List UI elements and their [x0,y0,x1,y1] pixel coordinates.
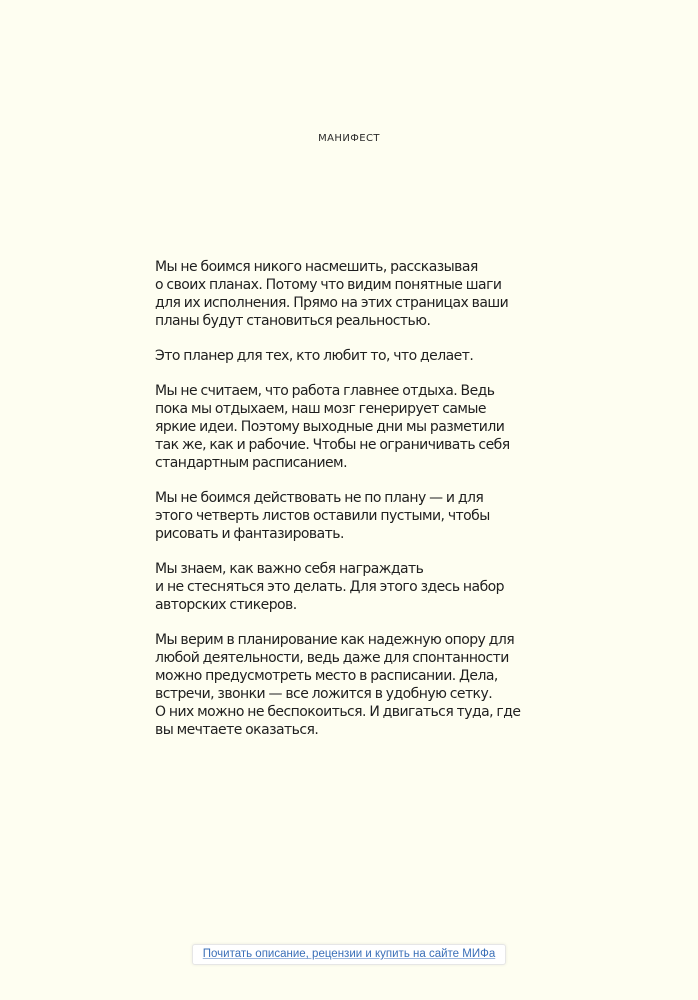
text-line: так же, как и рабочие. Чтобы не ограничивать себя [155,437,510,453]
text-line: Мы знаем, как важно себя награждать [155,561,424,577]
text-line: Мы не считаем, что работа главнее отдыха. Ведь [155,383,495,399]
text-line: и не стесняться это делать. Для этого здесь набор [155,579,504,595]
text-line: пока мы отдыхаем, наш мозг генерирует самые [155,401,486,417]
text-line: О них можно не беспокоиться. И двигаться туда, где [155,704,521,720]
text-line: стандартным расписанием. [155,455,347,471]
text-line: яркие идеи. Поэтому выходные дни мы разметили [155,419,505,435]
text-line: можно предусмотреть место в расписании. Дела, [155,668,498,684]
text-line: рисовать и фантазировать. [155,526,344,542]
text-line: встречи, звонки — все ложится в удобную сетку. [155,686,493,702]
text-line: Мы верим в планирование как надежную опору для [155,632,515,648]
text-line: авторских стикеров. [155,597,297,613]
text-line: Мы не боимся действовать не по плану — и для [155,490,484,506]
paragraph-6 [155,631,555,739]
buy-on-mif-link[interactable]: Почитать описание, рецензии и купить на сайте МИФа [192,944,506,965]
footer [0,942,698,965]
text-line: Это планер для тех, кто любит то, что делает. [155,348,474,364]
manifest-body [155,258,555,756]
text-line: для их исполнения. Прямо на этих страницах ваши [155,295,509,311]
paragraph-5 [155,560,555,614]
text-line: Мы не боимся никого насмешить, рассказывая [155,259,478,275]
text-line: планы будут становиться реальностью. [155,313,431,329]
text-line: этого четверть листов оставили пустыми, чтобы [155,508,490,524]
paragraph-2 [155,347,555,365]
text-line: о своих планах. Потому что видим понятные шаги [155,277,502,293]
paragraph-3 [155,382,555,472]
text-line: любой деятельности, ведь даже для спонтанности [155,650,509,666]
text-line: вы мечтаете оказаться. [155,722,319,738]
paragraph-4 [155,489,555,543]
paragraph-1 [155,258,555,330]
page-title: МАНИФЕСТ [318,133,380,144]
